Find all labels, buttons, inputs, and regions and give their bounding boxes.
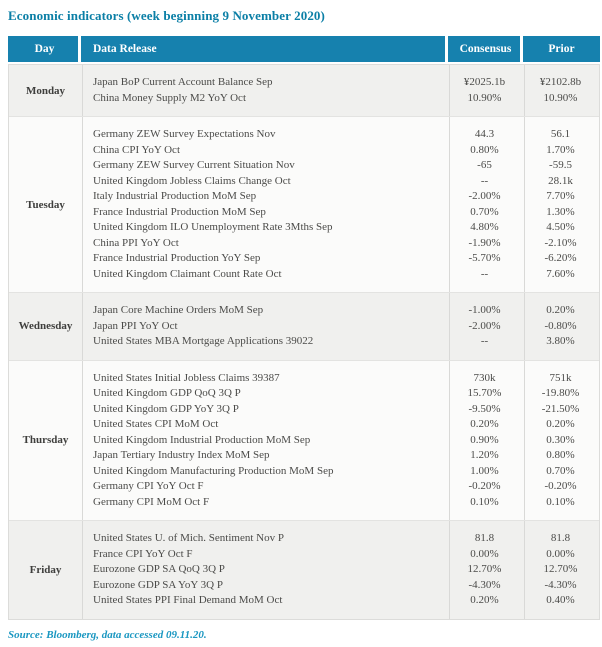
- column-divider: [82, 65, 83, 116]
- column-divider: [449, 65, 450, 116]
- column-divider: [524, 521, 525, 619]
- prior-cell: 0.10%: [546, 495, 575, 508]
- table-row: [82, 495, 599, 511]
- table-row: [82, 189, 599, 205]
- consensus-cell: 12.70%: [467, 563, 502, 575]
- prior-cell: 56.1: [550, 128, 571, 140]
- column-header-prior: Prior: [548, 43, 575, 55]
- prior-cell: -59.5: [549, 159, 572, 171]
- table-row: [82, 334, 599, 350]
- table-row: [82, 158, 599, 174]
- consensus-cell: -0.20%: [468, 480, 501, 492]
- consensus-cell: 15.70%: [467, 387, 502, 399]
- release-cell: China Money Supply M2 YoY Oct: [93, 91, 246, 104]
- consensus-cell: --: [480, 174, 489, 187]
- prior-cell: 10.90%: [543, 91, 578, 104]
- release-cell: United States U. of Mich. Sentiment Nov P: [93, 532, 284, 544]
- table-body: [8, 64, 600, 620]
- release-cell: United Kingdom Manufacturing Production MoM Sep: [93, 464, 334, 477]
- release-cell: Germany ZEW Survey Expectations Nov: [93, 128, 276, 140]
- consensus-cell: 0.00%: [470, 547, 499, 560]
- source-note: Source: Bloomberg, data accessed 09.11.20.: [8, 628, 207, 641]
- consensus-cell: -1.00%: [468, 304, 501, 316]
- table-row: [82, 174, 599, 190]
- day-group-wednesday: [9, 292, 599, 360]
- table-row: [82, 547, 599, 563]
- table-row: [82, 143, 599, 159]
- consensus-cell: -9.50%: [468, 402, 501, 415]
- column-divider: [524, 65, 525, 116]
- prior-cell: 0.30%: [546, 433, 575, 446]
- consensus-cell: -4.30%: [468, 578, 501, 591]
- consensus-cell: 730k: [473, 371, 496, 384]
- release-cell: Eurozone GDP SA QoQ 3Q P: [93, 563, 225, 575]
- prior-cell: 751k: [549, 371, 572, 384]
- consensus-cell: -2.00%: [468, 190, 501, 202]
- release-cell: Eurozone GDP SA YoY 3Q P: [93, 578, 223, 591]
- release-cell: United States CPI MoM Oct: [93, 418, 219, 430]
- consensus-cell: 4.80%: [470, 221, 499, 233]
- column-header-consensus: Consensus: [448, 36, 523, 62]
- prior-cell: -0.20%: [544, 480, 577, 492]
- release-cell: United States MBA Mortgage Applications 39022: [93, 335, 314, 347]
- prior-cell: 12.70%: [543, 563, 578, 575]
- column-header-release: Data Release: [81, 36, 448, 62]
- table-row: [82, 464, 599, 480]
- consensus-cell: -5.70%: [468, 252, 501, 264]
- day-group-friday: [9, 520, 599, 619]
- table-row: [82, 220, 599, 236]
- table-row: [82, 267, 599, 283]
- consensus-cell: -2.00%: [468, 319, 501, 332]
- column-divider: [82, 361, 83, 521]
- release-cell: United Kingdom ILO Unemployment Rate 3Mths Sep: [93, 221, 333, 233]
- release-cell: United States PPI Final Demand MoM Oct: [93, 594, 283, 606]
- consensus-cell: --: [480, 267, 489, 280]
- consensus-cell: -65: [477, 159, 492, 171]
- column-divider: [449, 521, 450, 619]
- consensus-cell: --: [480, 335, 489, 347]
- release-cell: China PPI YoY Oct: [93, 236, 179, 249]
- consensus-cell: ¥2025.1b: [463, 76, 506, 88]
- table-row: [82, 236, 599, 252]
- prior-cell: 1.70%: [546, 143, 575, 156]
- release-cell: Germany CPI YoY Oct F: [93, 480, 204, 492]
- prior-cell: -4.30%: [544, 578, 577, 591]
- table-row: [82, 303, 599, 319]
- table-row: [82, 386, 599, 402]
- prior-cell: 3.80%: [546, 335, 575, 347]
- table-row: [82, 91, 599, 107]
- day-group-thursday: [9, 360, 599, 521]
- table-header-row: [8, 36, 600, 62]
- table-row: [82, 479, 599, 495]
- column-divider: [82, 521, 83, 619]
- day-label: Monday: [25, 84, 66, 97]
- table-row: [82, 448, 599, 464]
- consensus-cell: 81.8: [474, 532, 495, 544]
- consensus-cell: 0.10%: [470, 495, 499, 508]
- table-row: [82, 593, 599, 609]
- prior-cell: 1.30%: [546, 205, 575, 218]
- day-label: Thursday: [22, 434, 69, 447]
- prior-cell: 0.20%: [546, 418, 575, 430]
- column-divider: [449, 361, 450, 521]
- column-divider: [449, 293, 450, 360]
- table-row: [82, 75, 599, 91]
- economic-indicators-table: [8, 36, 600, 620]
- column-divider: [449, 117, 450, 292]
- prior-cell: 4.50%: [546, 221, 575, 233]
- release-cell: France Industrial Production MoM Sep: [93, 205, 266, 218]
- prior-cell: 0.00%: [546, 547, 575, 560]
- table-row: [82, 127, 599, 143]
- release-cell: Japan Tertiary Industry Index MoM Sep: [93, 449, 270, 461]
- release-cell: Japan PPI YoY Oct: [93, 319, 178, 332]
- consensus-cell: 1.20%: [470, 449, 499, 461]
- release-cell: France CPI YoY Oct F: [93, 547, 193, 560]
- page-title: Economic indicators (week beginning 9 November 2020): [8, 8, 325, 23]
- table-row: [82, 417, 599, 433]
- release-cell: United Kingdom Jobless Claims Change Oct: [93, 174, 291, 187]
- consensus-cell: -1.90%: [468, 236, 501, 249]
- table-row: [82, 531, 599, 547]
- day-group-tuesday: [9, 116, 599, 292]
- day-rows: [82, 531, 599, 609]
- release-cell: United Kingdom GDP QoQ 3Q P: [93, 387, 241, 399]
- column-divider: [524, 117, 525, 292]
- table-row: [82, 402, 599, 418]
- consensus-cell: 1.00%: [470, 464, 499, 477]
- release-cell: Italy Industrial Production MoM Sep: [93, 190, 257, 202]
- prior-cell: 0.20%: [546, 304, 575, 316]
- prior-cell: -21.50%: [541, 402, 580, 415]
- table-row: [82, 371, 599, 387]
- prior-cell: ¥2102.8b: [539, 76, 582, 88]
- release-cell: France Industrial Production YoY Sep: [93, 252, 261, 264]
- consensus-cell: 44.3: [474, 128, 495, 140]
- prior-cell: 81.8: [550, 532, 571, 544]
- prior-cell: -6.20%: [544, 252, 577, 264]
- prior-cell: 0.80%: [546, 449, 575, 461]
- day-rows: [82, 75, 599, 106]
- release-cell: United Kingdom GDP YoY 3Q P: [93, 402, 239, 415]
- column-header-day: Day: [8, 36, 81, 62]
- prior-cell: 28.1k: [548, 174, 573, 187]
- column-divider: [524, 361, 525, 521]
- prior-cell: -0.80%: [544, 319, 577, 332]
- consensus-cell: 10.90%: [467, 91, 502, 104]
- prior-cell: 0.40%: [546, 594, 575, 606]
- day-label: Friday: [29, 563, 62, 576]
- table-row: [82, 205, 599, 221]
- day-rows: [82, 127, 599, 282]
- column-divider: [82, 117, 83, 292]
- day-rows: [82, 371, 599, 511]
- consensus-cell: 0.20%: [470, 594, 499, 606]
- consensus-cell: 0.70%: [470, 205, 499, 218]
- day-group-monday: [9, 65, 599, 116]
- prior-cell: -19.80%: [541, 387, 580, 399]
- prior-cell: 0.70%: [546, 464, 575, 477]
- table-row: [82, 251, 599, 267]
- consensus-cell: 0.90%: [470, 433, 499, 446]
- column-divider: [82, 293, 83, 360]
- prior-cell: 7.70%: [546, 190, 575, 202]
- day-rows: [82, 303, 599, 350]
- release-cell: Japan BoP Current Account Balance Sep: [93, 76, 273, 88]
- table-row: [82, 433, 599, 449]
- prior-cell: 7.60%: [546, 267, 575, 280]
- day-label: Tuesday: [26, 198, 65, 211]
- release-cell: China CPI YoY Oct: [93, 143, 180, 156]
- release-cell: United Kingdom Industrial Production MoM Sep: [93, 433, 311, 446]
- consensus-cell: 0.20%: [470, 418, 499, 430]
- release-cell: Germany ZEW Survey Current Situation Nov: [93, 159, 295, 171]
- release-cell: Germany CPI MoM Oct F: [93, 495, 210, 508]
- release-cell: United Kingdom Claimant Count Rate Oct: [93, 267, 282, 280]
- table-row: [82, 578, 599, 594]
- day-label: Wednesday: [18, 320, 73, 333]
- consensus-cell: 0.80%: [470, 143, 499, 156]
- table-row: [82, 562, 599, 578]
- prior-cell: -2.10%: [544, 236, 577, 249]
- release-cell: Japan Core Machine Orders MoM Sep: [93, 304, 264, 316]
- release-cell: United States Initial Jobless Claims 39387: [93, 371, 280, 384]
- table-row: [82, 319, 599, 335]
- column-divider: [524, 293, 525, 360]
